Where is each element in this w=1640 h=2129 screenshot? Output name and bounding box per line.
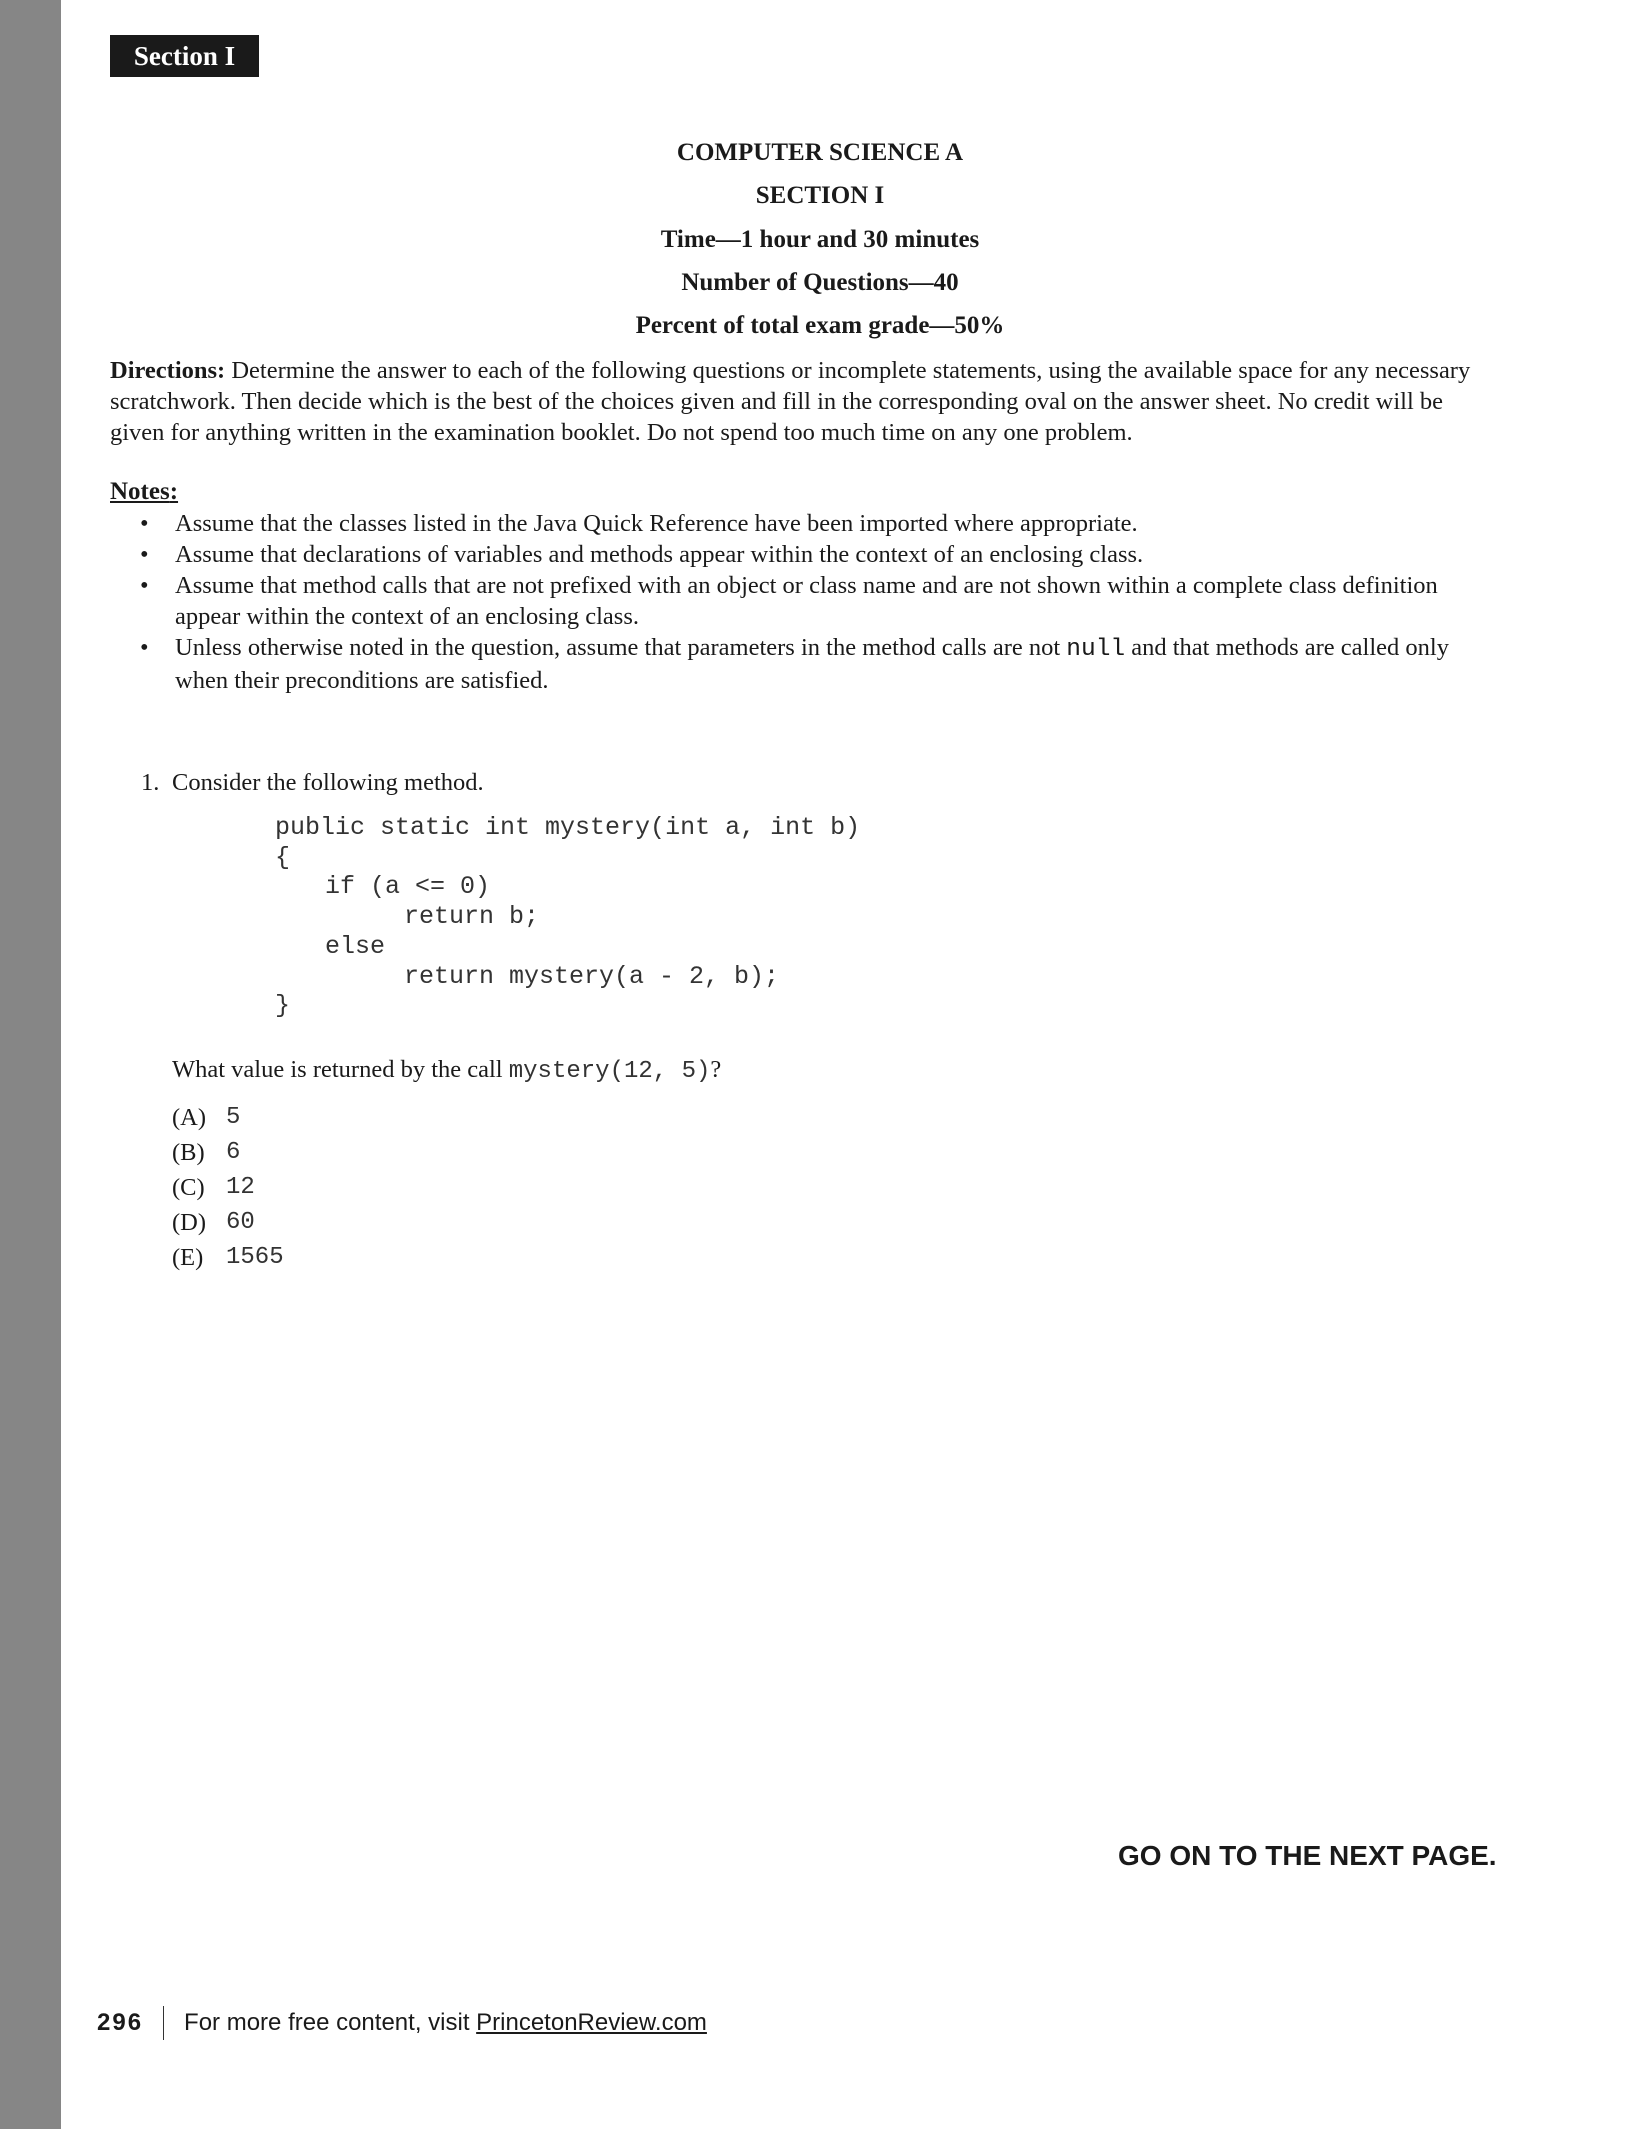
ask-code: mystery(12, 5)	[508, 1058, 711, 1085]
notes-label: Notes	[110, 478, 170, 505]
note-text: Unless otherwise noted in the question, assume that parameters in the method calls are not	[175, 634, 1067, 661]
header-title: COMPUTER SCIENCE A	[676, 139, 964, 166]
note-text: and that methods are called only when their preconditions are satisfied.	[175, 634, 1449, 694]
choice-d[interactable]	[172, 1209, 255, 1237]
choice-b[interactable]	[172, 1139, 241, 1167]
header-questions: Number of Questions—40	[681, 269, 959, 296]
choice-e[interactable]	[172, 1244, 284, 1272]
bullet-icon: •	[140, 572, 149, 599]
code-line: else	[325, 931, 386, 961]
choice-value: 6	[226, 1139, 241, 1166]
section-tab: Section I	[110, 35, 259, 77]
bullet-icon: •	[140, 634, 149, 661]
note-text: Assume that method calls that are not prefixed with an object or class name and are not shown within a complete class definition appear within the context of an enclosing class.	[175, 572, 1438, 630]
bullet-icon: •	[140, 510, 149, 537]
code-line: if (a <= 0)	[325, 872, 491, 902]
question-prompt: Consider the following method.	[172, 769, 484, 796]
ask-end: ?	[710, 1056, 722, 1083]
page-footer	[97, 2005, 707, 2041]
note-item	[110, 632, 1490, 696]
choice-value: 5	[226, 1104, 241, 1131]
question-ask	[172, 1056, 721, 1085]
footer-divider	[163, 2006, 164, 2040]
princeton-review-link[interactable]: PrincetonReview.com	[476, 2009, 707, 2036]
directions-label: Directions:	[110, 357, 226, 384]
notes-colon: :	[169, 478, 179, 505]
go-on-notice: GO ON TO THE NEXT PAGE.	[1118, 1840, 1497, 1871]
code-line: return b;	[404, 902, 540, 932]
code-line: return mystery(a - 2, b);	[404, 961, 780, 991]
notes-heading	[110, 478, 178, 506]
header-section: SECTION I	[755, 182, 885, 209]
directions	[110, 355, 1490, 448]
note-item	[110, 570, 1490, 632]
choice-letter: (D)	[172, 1209, 207, 1236]
footer-text: For more free content, visit	[184, 2009, 470, 2036]
code-block	[275, 813, 860, 1021]
ask-text: What value is returned by the call	[172, 1056, 509, 1083]
choice-letter: (E)	[172, 1244, 204, 1271]
choice-letter: (A)	[172, 1104, 207, 1131]
choice-value: 1565	[226, 1244, 284, 1271]
note-text: Assume that declarations of variables and methods appear within the context of an enclosing class.	[175, 541, 1144, 568]
choice-letter: (C)	[172, 1174, 205, 1201]
choice-value: 12	[226, 1174, 255, 1201]
note-item	[110, 539, 1490, 570]
directions-text: Determine the answer to each of the following questions or incomplete statements, using the available space for any necessary scratchwork. Then decide which is the best of the choices given and fill in the corresponding oval on the answer sheet. No credit will be given for anything written in the examination booklet. Do not spend too much time on any one problem.	[110, 357, 1471, 446]
header-percent: Percent of total exam grade—50%	[635, 312, 1005, 339]
note-code: null	[1066, 636, 1126, 663]
choice-c[interactable]	[172, 1174, 255, 1202]
header-time: Time—1 hour and 30 minutes	[660, 226, 980, 253]
note-item	[110, 508, 1490, 539]
code-line: {	[275, 842, 291, 872]
note-text: Assume that the classes listed in the Java Quick Reference have been imported where appropriate.	[175, 510, 1138, 537]
choice-a[interactable]	[172, 1104, 241, 1132]
page-number: 296	[97, 2009, 144, 2036]
question-number: 1.	[141, 769, 160, 796]
code-line: }	[275, 991, 291, 1021]
choice-value: 60	[226, 1209, 255, 1236]
code-line: public static int mystery(int a, int b)	[275, 813, 861, 842]
notes-list	[110, 508, 1490, 696]
bullet-icon: •	[140, 541, 149, 568]
choice-letter: (B)	[172, 1139, 205, 1166]
